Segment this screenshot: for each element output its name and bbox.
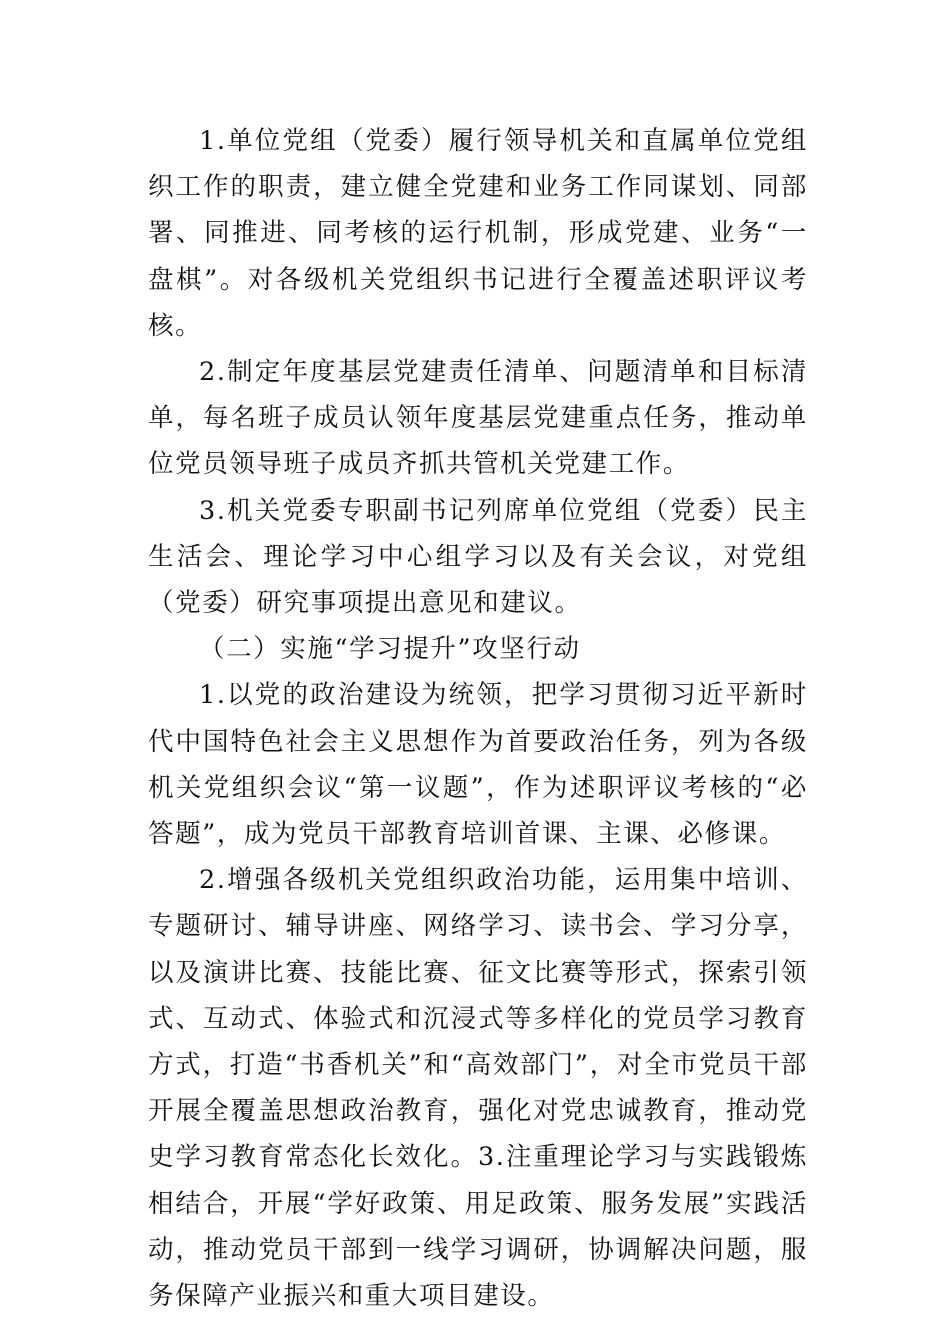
document-page xyxy=(148,118,808,1319)
section-paragraph-2: 2.增强各级机关党组织政治功能，运用集中培训、专题研讨、辅导讲座、网络学习、读书会、学习分享，以及演讲比赛、技能比赛、征文比赛等形式，探索引领式、互动式、体验式和沉浸式等多样化的党员学习教育方式，打造“书香机关”和“高效部门”，对全市党员干部开展全覆盖思想政治教育，强化对党忠诚教育，推动党史学习教育常态化长效化。3.注重理论学习与实践锻炼相结合，开展“学好政策、用足政策、服务发展”实践活动，推动党员干部到一线学习调研，协调解决问题，服务保障产业振兴和重大项目建设。 xyxy=(148,865,808,1312)
paragraph-3: 3.机关党委专职副书记列席单位党组（党委）民主生活会、理论学习中心组学习以及有关会议，对党组（党委）研究事项提出意见和建议。 xyxy=(148,495,808,619)
paragraph-2: 2.制定年度基层党建责任清单、问题清单和目标清单，每名班子成员认领年度基层党建重点任务，推动单位党员领导班子成员齐抓共管机关党建工作。 xyxy=(148,357,808,480)
section-paragraph-1: 1.以党的政治建设为统领，把学习贯彻习近平新时代中国特色社会主义思想作为首要政治任务，列为各级机关党组织会议“第一议题”，作为述职评议考核的“必答题”，成为党员干部教育培训首课、主课、必修课。 xyxy=(148,680,808,850)
paragraph-1: 1.单位党组（党委）履行领导机关和直属单位党组织工作的职责，建立健全党建和业务工作同谋划、同部署、同推进、同考核的运行机制，形成党建、业务“一盘棋”。对各级机关党组织书记进行全覆盖述职评议考核。 xyxy=(148,126,808,341)
section-heading: （二）实施“学习提升”攻坚行动 xyxy=(199,634,581,665)
